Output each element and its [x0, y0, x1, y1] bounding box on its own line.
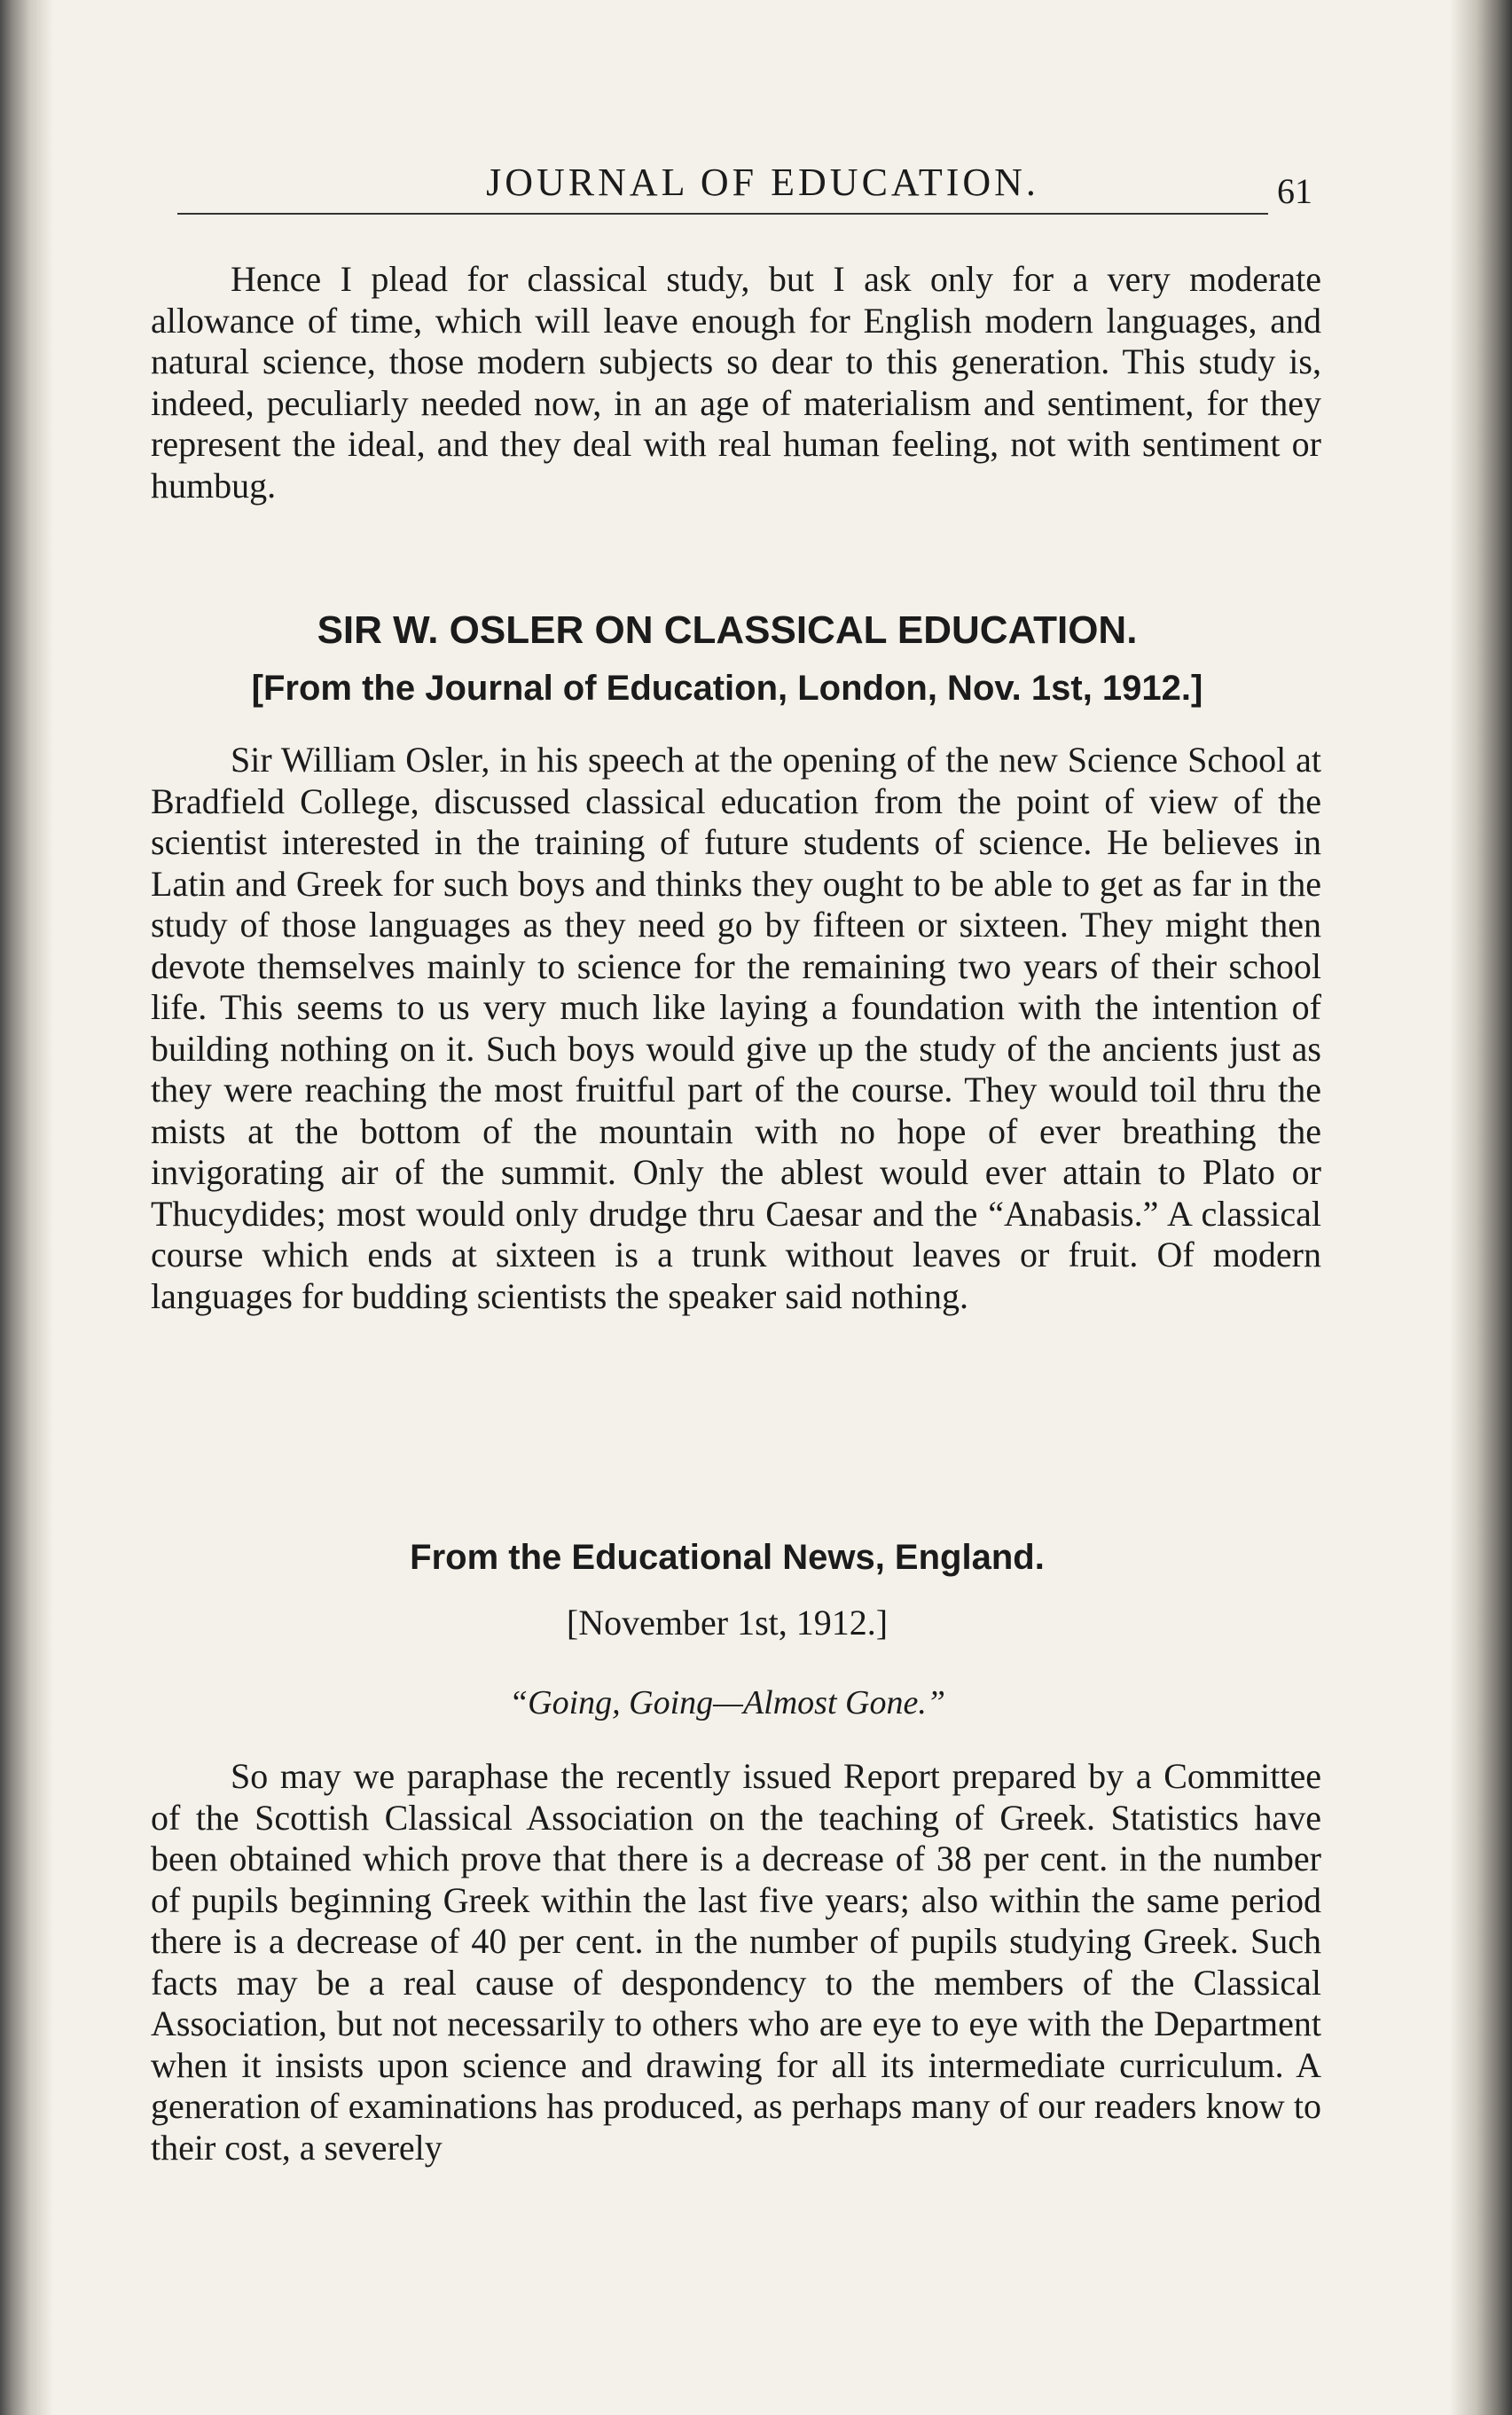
news-paragraph: So may we paraphase the recently issued Report prepared by a Committee of the Scottish Classical Association on the teaching of Greek. Statistics have been obtained which prove that there is a decrease of 38 per cent. in the number of pupils beginning Greek within the last five years; also within the same period there is a decrease of 40 per cent. in the number of pupils studying Greek. Such facts may be a real cause of despondency to the members of the Classical Association, but not necessarily to others who are eye to eye with the Department when it insists upon science and drawing for all its intermediate curriculum. A generation of examinations has produced, as perhaps many of our readers know to their cost, a severely [151, 1756, 1321, 2168]
header-rule [177, 213, 1268, 215]
page-number: 61 [1277, 171, 1312, 211]
osler-paragraph: Sir William Osler, in his speech at the opening of the new Science School at Bradfield College, discussed classical education from the point of view of the scientist interested in the training of future students of science. He believes in Latin and Greek for such boys and thinks they ought to be able to get as far in the study of those languages as they need go by fifteen or sixteen. They might then devote themselves mainly to science for the remaining two years of their school life. This seems to us very much like laying a foundation with the intention of building nothing on it. Such boys would give up the study of the ancients just as they were reaching the most fruitful part of the course. They would toil thru the mists at the bottom of the mountain with no hope of ever breathing the invigorating air of the summit. Only the ablest would ever attain to Plato or Thucydides; most would only drudge thru Caesar and the “Anabasis.” A classical course which ends at sixteen is a trunk without leaves or fruit. Of modern languages for budding scientists the speaker said nothing. [151, 740, 1321, 1316]
intro-section [151, 259, 1321, 506]
page-edge-shadow-right [1450, 0, 1512, 2415]
news-article-body [151, 1756, 1321, 2168]
news-article-subtitle: “Going, Going—Almost Gone.” [509, 1684, 945, 1721]
osler-article-body [151, 740, 1321, 1317]
intro-paragraph: Hence I plead for classical study, but I ask only for a very moderate allowance of time, which will leave enough for English modern languages, and natural science, those modern subjects so dear to this generation. This study is, indeed, peculiarly needed now, in an age of materialism and sentiment, for they represent the ideal, and they deal with real human feeling, not with sentiment or humbug. [151, 259, 1321, 506]
running-header: JOURNAL OF EDUCATION. [486, 161, 1039, 204]
news-article-title: From the Educational News, England. [410, 1538, 1045, 1577]
osler-article-title: SIR W. OSLER ON CLASSICAL EDUCATION. [317, 608, 1138, 652]
osler-article-source: [From the Journal of Education, London, Nov. 1st, 1912.] [251, 669, 1203, 708]
news-article-date: [November 1st, 1912.] [566, 1603, 889, 1643]
page-edge-shadow-left [0, 0, 53, 2415]
